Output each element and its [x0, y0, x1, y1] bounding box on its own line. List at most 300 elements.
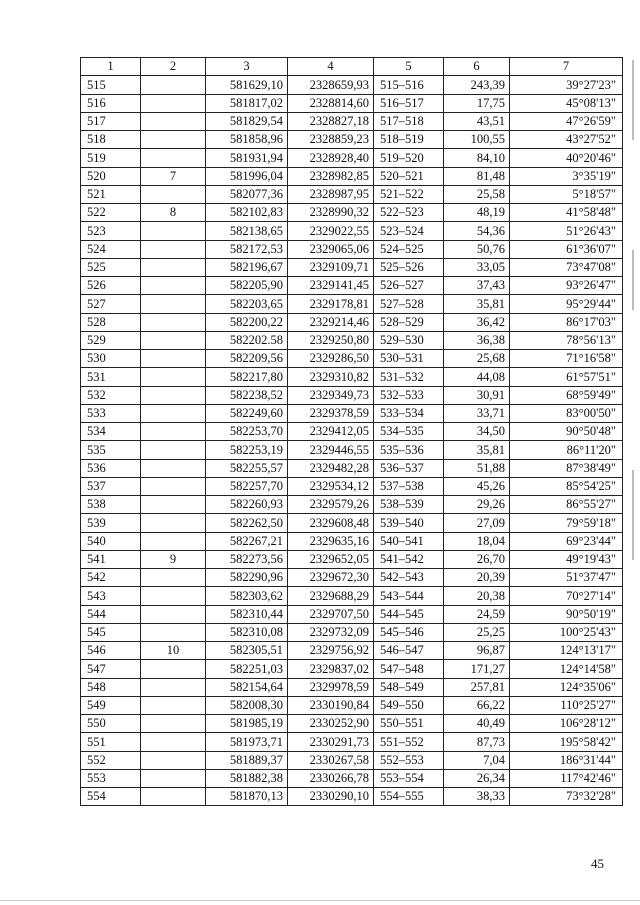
cell-col-7: 83°00'50" [510, 404, 623, 422]
cell-col-6: 29,26 [444, 496, 510, 514]
cell-col-1: 544 [81, 605, 141, 623]
cell-col-7: 93°26'47" [510, 277, 623, 295]
cell-col-2: 8 [141, 204, 206, 222]
cell-col-3: 582196,67 [206, 258, 288, 276]
table-row [81, 350, 623, 368]
cell-col-1: 546 [81, 642, 141, 660]
cell-col-3: 582077,36 [206, 185, 288, 203]
table-row [81, 185, 623, 203]
cell-col-5: 548–549 [374, 678, 444, 696]
cell-col-4: 2329534,12 [288, 477, 374, 495]
cell-col-4: 2330252,90 [288, 715, 374, 733]
cell-col-2 [141, 477, 206, 495]
cell-col-6: 54,36 [444, 222, 510, 240]
cell-col-2 [141, 76, 206, 94]
cell-col-5: 531–532 [374, 368, 444, 386]
cell-col-5: 517–518 [374, 112, 444, 130]
cell-col-7: 87°38'49" [510, 459, 623, 477]
cell-col-6: 96,87 [444, 642, 510, 660]
cell-col-4: 2329022,55 [288, 222, 374, 240]
table-row [81, 368, 623, 386]
cell-col-4: 2328928,40 [288, 149, 374, 167]
cell-col-2 [141, 514, 206, 532]
cell-col-5: 544–545 [374, 605, 444, 623]
cell-col-1: 519 [81, 149, 141, 167]
cell-col-7: 124°14'58" [510, 660, 623, 678]
cell-col-5: 522–523 [374, 204, 444, 222]
cell-col-3: 582253,70 [206, 423, 288, 441]
cell-col-5: 518–519 [374, 131, 444, 149]
cell-col-3: 581629,10 [206, 76, 288, 94]
col-header-3: 3 [206, 58, 288, 76]
cell-col-2 [141, 386, 206, 404]
cell-col-6: 48,19 [444, 204, 510, 222]
cell-col-2 [141, 441, 206, 459]
cell-col-5: 540–541 [374, 532, 444, 550]
cell-col-7: 49°19'43" [510, 550, 623, 568]
table-row [81, 277, 623, 295]
cell-col-2 [141, 185, 206, 203]
table-row [81, 295, 623, 313]
cell-col-7: 73°47'08" [510, 258, 623, 276]
cell-col-5: 541–542 [374, 550, 444, 568]
cell-col-6: 100,55 [444, 131, 510, 149]
cell-col-3: 581870,13 [206, 788, 288, 806]
cell-col-3: 582260,93 [206, 496, 288, 514]
cell-col-1: 529 [81, 331, 141, 349]
cell-col-4: 2329214,46 [288, 313, 374, 331]
cell-col-3: 582154,64 [206, 678, 288, 696]
cell-col-5: 529–530 [374, 331, 444, 349]
cell-col-3: 582203,65 [206, 295, 288, 313]
cell-col-3: 582138,65 [206, 222, 288, 240]
cell-col-7: 95°29'44" [510, 295, 623, 313]
table-row [81, 550, 623, 568]
cell-col-5: 537–538 [374, 477, 444, 495]
cell-col-1: 551 [81, 733, 141, 751]
cell-col-5: 547–548 [374, 660, 444, 678]
cell-col-6: 51,88 [444, 459, 510, 477]
cell-col-7: 79°59'18" [510, 514, 623, 532]
cell-col-2 [141, 258, 206, 276]
cell-col-2 [141, 94, 206, 112]
cell-col-2 [141, 532, 206, 550]
col-header-7: 7 [510, 58, 623, 76]
cell-col-5: 545–546 [374, 623, 444, 641]
cell-col-4: 2329756,92 [288, 642, 374, 660]
cell-col-3: 582205,90 [206, 277, 288, 295]
cell-col-1: 549 [81, 696, 141, 714]
cell-col-5: 539–540 [374, 514, 444, 532]
cell-col-6: 25,25 [444, 623, 510, 641]
cell-col-4: 2329349,73 [288, 386, 374, 404]
table-row [81, 240, 623, 258]
cell-col-4: 2329109,71 [288, 258, 374, 276]
cell-col-3: 581889,37 [206, 751, 288, 769]
cell-col-1: 552 [81, 751, 141, 769]
cell-col-7: 110°25'27" [510, 696, 623, 714]
cell-col-3: 582255,57 [206, 459, 288, 477]
cell-col-7: 43°27'52" [510, 131, 623, 149]
table-row [81, 496, 623, 514]
cell-col-7: 71°16'58" [510, 350, 623, 368]
col-header-4: 4 [288, 58, 374, 76]
table-body [81, 76, 623, 806]
cell-col-6: 81,48 [444, 167, 510, 185]
cell-col-6: 38,33 [444, 788, 510, 806]
cell-col-1: 530 [81, 350, 141, 368]
cell-col-3: 582257,70 [206, 477, 288, 495]
cell-col-2 [141, 112, 206, 130]
cell-col-6: 27,09 [444, 514, 510, 532]
cell-col-4: 2329635,16 [288, 532, 374, 550]
cell-col-7: 86°55'27" [510, 496, 623, 514]
cell-col-6: 24,59 [444, 605, 510, 623]
table-row [81, 733, 623, 751]
cell-col-1: 522 [81, 204, 141, 222]
cell-col-5: 528–529 [374, 313, 444, 331]
table-row [81, 660, 623, 678]
cell-col-7: 85°54'25" [510, 477, 623, 495]
cell-col-3: 581931,94 [206, 149, 288, 167]
cell-col-1: 538 [81, 496, 141, 514]
cell-col-3: 582249,60 [206, 404, 288, 422]
cell-col-7: 61°57'51" [510, 368, 623, 386]
cell-col-2 [141, 715, 206, 733]
cell-col-3: 581996,04 [206, 167, 288, 185]
cell-col-6: 84,10 [444, 149, 510, 167]
cell-col-3: 581817,02 [206, 94, 288, 112]
cell-col-5: 523–524 [374, 222, 444, 240]
cell-col-4: 2329672,30 [288, 569, 374, 587]
cell-col-7: 100°25'43" [510, 623, 623, 641]
cell-col-4: 2329310,82 [288, 368, 374, 386]
scan-bottom-edge [0, 900, 640, 901]
cell-col-6: 43,51 [444, 112, 510, 130]
cell-col-6: 257,81 [444, 678, 510, 696]
cell-col-6: 7,04 [444, 751, 510, 769]
cell-col-5: 550–551 [374, 715, 444, 733]
cell-col-4: 2329482,28 [288, 459, 374, 477]
table-row [81, 459, 623, 477]
cell-col-4: 2330290,10 [288, 788, 374, 806]
cell-col-6: 25,58 [444, 185, 510, 203]
cell-col-7: 90°50'48" [510, 423, 623, 441]
cell-col-3: 581829,54 [206, 112, 288, 130]
table-row [81, 131, 623, 149]
cell-col-2 [141, 569, 206, 587]
table-row [81, 204, 623, 222]
cell-col-2 [141, 313, 206, 331]
table-row [81, 112, 623, 130]
cell-col-2 [141, 240, 206, 258]
cell-col-6: 45,26 [444, 477, 510, 495]
cell-col-3: 582202.58 [206, 331, 288, 349]
cell-col-5: 516–517 [374, 94, 444, 112]
cell-col-3: 582310,08 [206, 623, 288, 641]
cell-col-2 [141, 131, 206, 149]
cell-col-1: 517 [81, 112, 141, 130]
cell-col-4: 2330267,58 [288, 751, 374, 769]
cell-col-5: 533–534 [374, 404, 444, 422]
cell-col-7: 3°35'19" [510, 167, 623, 185]
cell-col-1: 527 [81, 295, 141, 313]
cell-col-4: 2329707,50 [288, 605, 374, 623]
cell-col-3: 581973,71 [206, 733, 288, 751]
col-header-1: 1 [81, 58, 141, 76]
cell-col-1: 516 [81, 94, 141, 112]
cell-col-3: 582238,52 [206, 386, 288, 404]
cell-col-4: 2328814,60 [288, 94, 374, 112]
table-row [81, 167, 623, 185]
cell-col-1: 541 [81, 550, 141, 568]
cell-col-6: 33,71 [444, 404, 510, 422]
cell-col-3: 582310,44 [206, 605, 288, 623]
table-row [81, 715, 623, 733]
cell-col-2 [141, 696, 206, 714]
cell-col-4: 2330291,73 [288, 733, 374, 751]
cell-col-4: 2329608,48 [288, 514, 374, 532]
cell-col-5: 532–533 [374, 386, 444, 404]
cell-col-7: 61°36'07" [510, 240, 623, 258]
cell-col-7: 90°50'19" [510, 605, 623, 623]
cell-col-3: 582305,51 [206, 642, 288, 660]
cell-col-5: 538–539 [374, 496, 444, 514]
cell-col-5: 527–528 [374, 295, 444, 313]
cell-col-5: 530–531 [374, 350, 444, 368]
table-row [81, 678, 623, 696]
cell-col-1: 525 [81, 258, 141, 276]
cell-col-1: 542 [81, 569, 141, 587]
cell-col-7: 124°13'17" [510, 642, 623, 660]
table-row [81, 76, 623, 94]
cell-col-7: 40°20'46" [510, 149, 623, 167]
cell-col-4: 2328987,95 [288, 185, 374, 203]
cell-col-6: 26,34 [444, 769, 510, 787]
cell-col-1: 548 [81, 678, 141, 696]
table-row [81, 514, 623, 532]
cell-col-2 [141, 587, 206, 605]
cell-col-7: 86°17'03" [510, 313, 623, 331]
cell-col-4: 2329579,26 [288, 496, 374, 514]
cell-col-5: 525–526 [374, 258, 444, 276]
table-row [81, 751, 623, 769]
table-row [81, 331, 623, 349]
cell-col-6: 40,49 [444, 715, 510, 733]
header-row [81, 58, 623, 76]
cell-col-2 [141, 678, 206, 696]
cell-col-5: 546–547 [374, 642, 444, 660]
cell-col-3: 581858,96 [206, 131, 288, 149]
table-row [81, 423, 623, 441]
cell-col-1: 540 [81, 532, 141, 550]
cell-col-3: 582253,19 [206, 441, 288, 459]
cell-col-7: 69°23'44" [510, 532, 623, 550]
cell-col-4: 2330266,78 [288, 769, 374, 787]
cell-col-6: 243,39 [444, 76, 510, 94]
table-row [81, 623, 623, 641]
cell-col-2: 7 [141, 167, 206, 185]
table-row [81, 788, 623, 806]
table-row [81, 404, 623, 422]
cell-col-7: 47°26'59" [510, 112, 623, 130]
coordinates-table [80, 57, 623, 806]
cell-col-6: 18,04 [444, 532, 510, 550]
cell-col-3: 582262,50 [206, 514, 288, 532]
cell-col-2 [141, 277, 206, 295]
cell-col-4: 2328990,32 [288, 204, 374, 222]
table-row [81, 642, 623, 660]
cell-col-4: 2328827,18 [288, 112, 374, 130]
table-row [81, 258, 623, 276]
cell-col-6: 17,75 [444, 94, 510, 112]
cell-col-6: 44,08 [444, 368, 510, 386]
cell-col-7: 51°37'47" [510, 569, 623, 587]
cell-col-3: 582200,22 [206, 313, 288, 331]
cell-col-1: 536 [81, 459, 141, 477]
cell-col-1: 535 [81, 441, 141, 459]
cell-col-2 [141, 660, 206, 678]
cell-col-4: 2329178,81 [288, 295, 374, 313]
cell-col-1: 547 [81, 660, 141, 678]
cell-col-5: 524–525 [374, 240, 444, 258]
cell-col-1: 539 [81, 514, 141, 532]
cell-col-7: 70°27'14" [510, 587, 623, 605]
cell-col-7: 41°58'48" [510, 204, 623, 222]
cell-col-4: 2329732,09 [288, 623, 374, 641]
cell-col-2 [141, 222, 206, 240]
cell-col-1: 521 [81, 185, 141, 203]
cell-col-7: 124°35'06" [510, 678, 623, 696]
cell-col-6: 35,81 [444, 441, 510, 459]
cell-col-3: 582273,56 [206, 550, 288, 568]
cell-col-4: 2329412,05 [288, 423, 374, 441]
cell-col-5: 519–520 [374, 149, 444, 167]
page-number: 45 [591, 856, 604, 871]
cell-col-1: 515 [81, 76, 141, 94]
cell-col-5: 535–536 [374, 441, 444, 459]
table-row [81, 94, 623, 112]
cell-col-3: 582209,56 [206, 350, 288, 368]
cell-col-3: 582008,30 [206, 696, 288, 714]
cell-col-2 [141, 368, 206, 386]
cell-col-7: 86°11'20" [510, 441, 623, 459]
cell-col-5: 515–516 [374, 76, 444, 94]
cell-col-3: 582102,83 [206, 204, 288, 222]
cell-col-7: 51°26'43" [510, 222, 623, 240]
cell-col-2: 9 [141, 550, 206, 568]
cell-col-2 [141, 423, 206, 441]
cell-col-5: 553–554 [374, 769, 444, 787]
table-row [81, 149, 623, 167]
cell-col-7: 5°18'57" [510, 185, 623, 203]
cell-col-3: 582303,62 [206, 587, 288, 605]
cell-col-4: 2329837,02 [288, 660, 374, 678]
cell-col-2 [141, 769, 206, 787]
cell-col-2 [141, 149, 206, 167]
cell-col-6: 25,68 [444, 350, 510, 368]
cell-col-6: 36,38 [444, 331, 510, 349]
cell-col-5: 552–553 [374, 751, 444, 769]
cell-col-1: 545 [81, 623, 141, 641]
cell-col-2 [141, 404, 206, 422]
cell-col-2 [141, 733, 206, 751]
cell-col-1: 531 [81, 368, 141, 386]
cell-col-2 [141, 331, 206, 349]
cell-col-4: 2329446,55 [288, 441, 374, 459]
cell-col-5: 542–543 [374, 569, 444, 587]
cell-col-6: 66,22 [444, 696, 510, 714]
col-header-2: 2 [141, 58, 206, 76]
cell-col-1: 532 [81, 386, 141, 404]
table-row [81, 769, 623, 787]
cell-col-5: 526–527 [374, 277, 444, 295]
cell-col-7: 73°32'28" [510, 788, 623, 806]
col-header-6: 6 [444, 58, 510, 76]
cell-col-1: 550 [81, 715, 141, 733]
cell-col-4: 2328659,93 [288, 76, 374, 94]
cell-col-2 [141, 459, 206, 477]
cell-col-4: 2329688,29 [288, 587, 374, 605]
cell-col-3: 581882,38 [206, 769, 288, 787]
cell-col-3: 582290,96 [206, 569, 288, 587]
cell-col-4: 2329978,59 [288, 678, 374, 696]
table-row [81, 386, 623, 404]
cell-col-5: 534–535 [374, 423, 444, 441]
cell-col-5: 536–537 [374, 459, 444, 477]
cell-col-7: 186°31'44" [510, 751, 623, 769]
cell-col-5: 520–521 [374, 167, 444, 185]
cell-col-4: 2329141,45 [288, 277, 374, 295]
table-row [81, 222, 623, 240]
table-row [81, 441, 623, 459]
cell-col-2 [141, 788, 206, 806]
table-row [81, 569, 623, 587]
table-row [81, 605, 623, 623]
scan-edge-mark [632, 60, 634, 140]
cell-col-7: 68°59'49" [510, 386, 623, 404]
cell-col-1: 526 [81, 277, 141, 295]
cell-col-2 [141, 751, 206, 769]
cell-col-3: 582217,80 [206, 368, 288, 386]
cell-col-4: 2329378,59 [288, 404, 374, 422]
cell-col-5: 521–522 [374, 185, 444, 203]
cell-col-1: 534 [81, 423, 141, 441]
cell-col-4: 2328859,23 [288, 131, 374, 149]
cell-col-5: 554–555 [374, 788, 444, 806]
cell-col-2 [141, 623, 206, 641]
table-row [81, 532, 623, 550]
table-row [81, 477, 623, 495]
cell-col-2 [141, 295, 206, 313]
cell-col-2 [141, 605, 206, 623]
cell-col-2: 10 [141, 642, 206, 660]
cell-col-1: 537 [81, 477, 141, 495]
cell-col-4: 2329286,50 [288, 350, 374, 368]
cell-col-3: 582251,03 [206, 660, 288, 678]
cell-col-1: 528 [81, 313, 141, 331]
cell-col-3: 582172,53 [206, 240, 288, 258]
cell-col-7: 106°28'12" [510, 715, 623, 733]
cell-col-4: 2329065,06 [288, 240, 374, 258]
cell-col-3: 582267,21 [206, 532, 288, 550]
cell-col-1: 524 [81, 240, 141, 258]
col-header-5: 5 [374, 58, 444, 76]
cell-col-1: 543 [81, 587, 141, 605]
table-row [81, 587, 623, 605]
cell-col-4: 2329250,80 [288, 331, 374, 349]
cell-col-6: 33,05 [444, 258, 510, 276]
